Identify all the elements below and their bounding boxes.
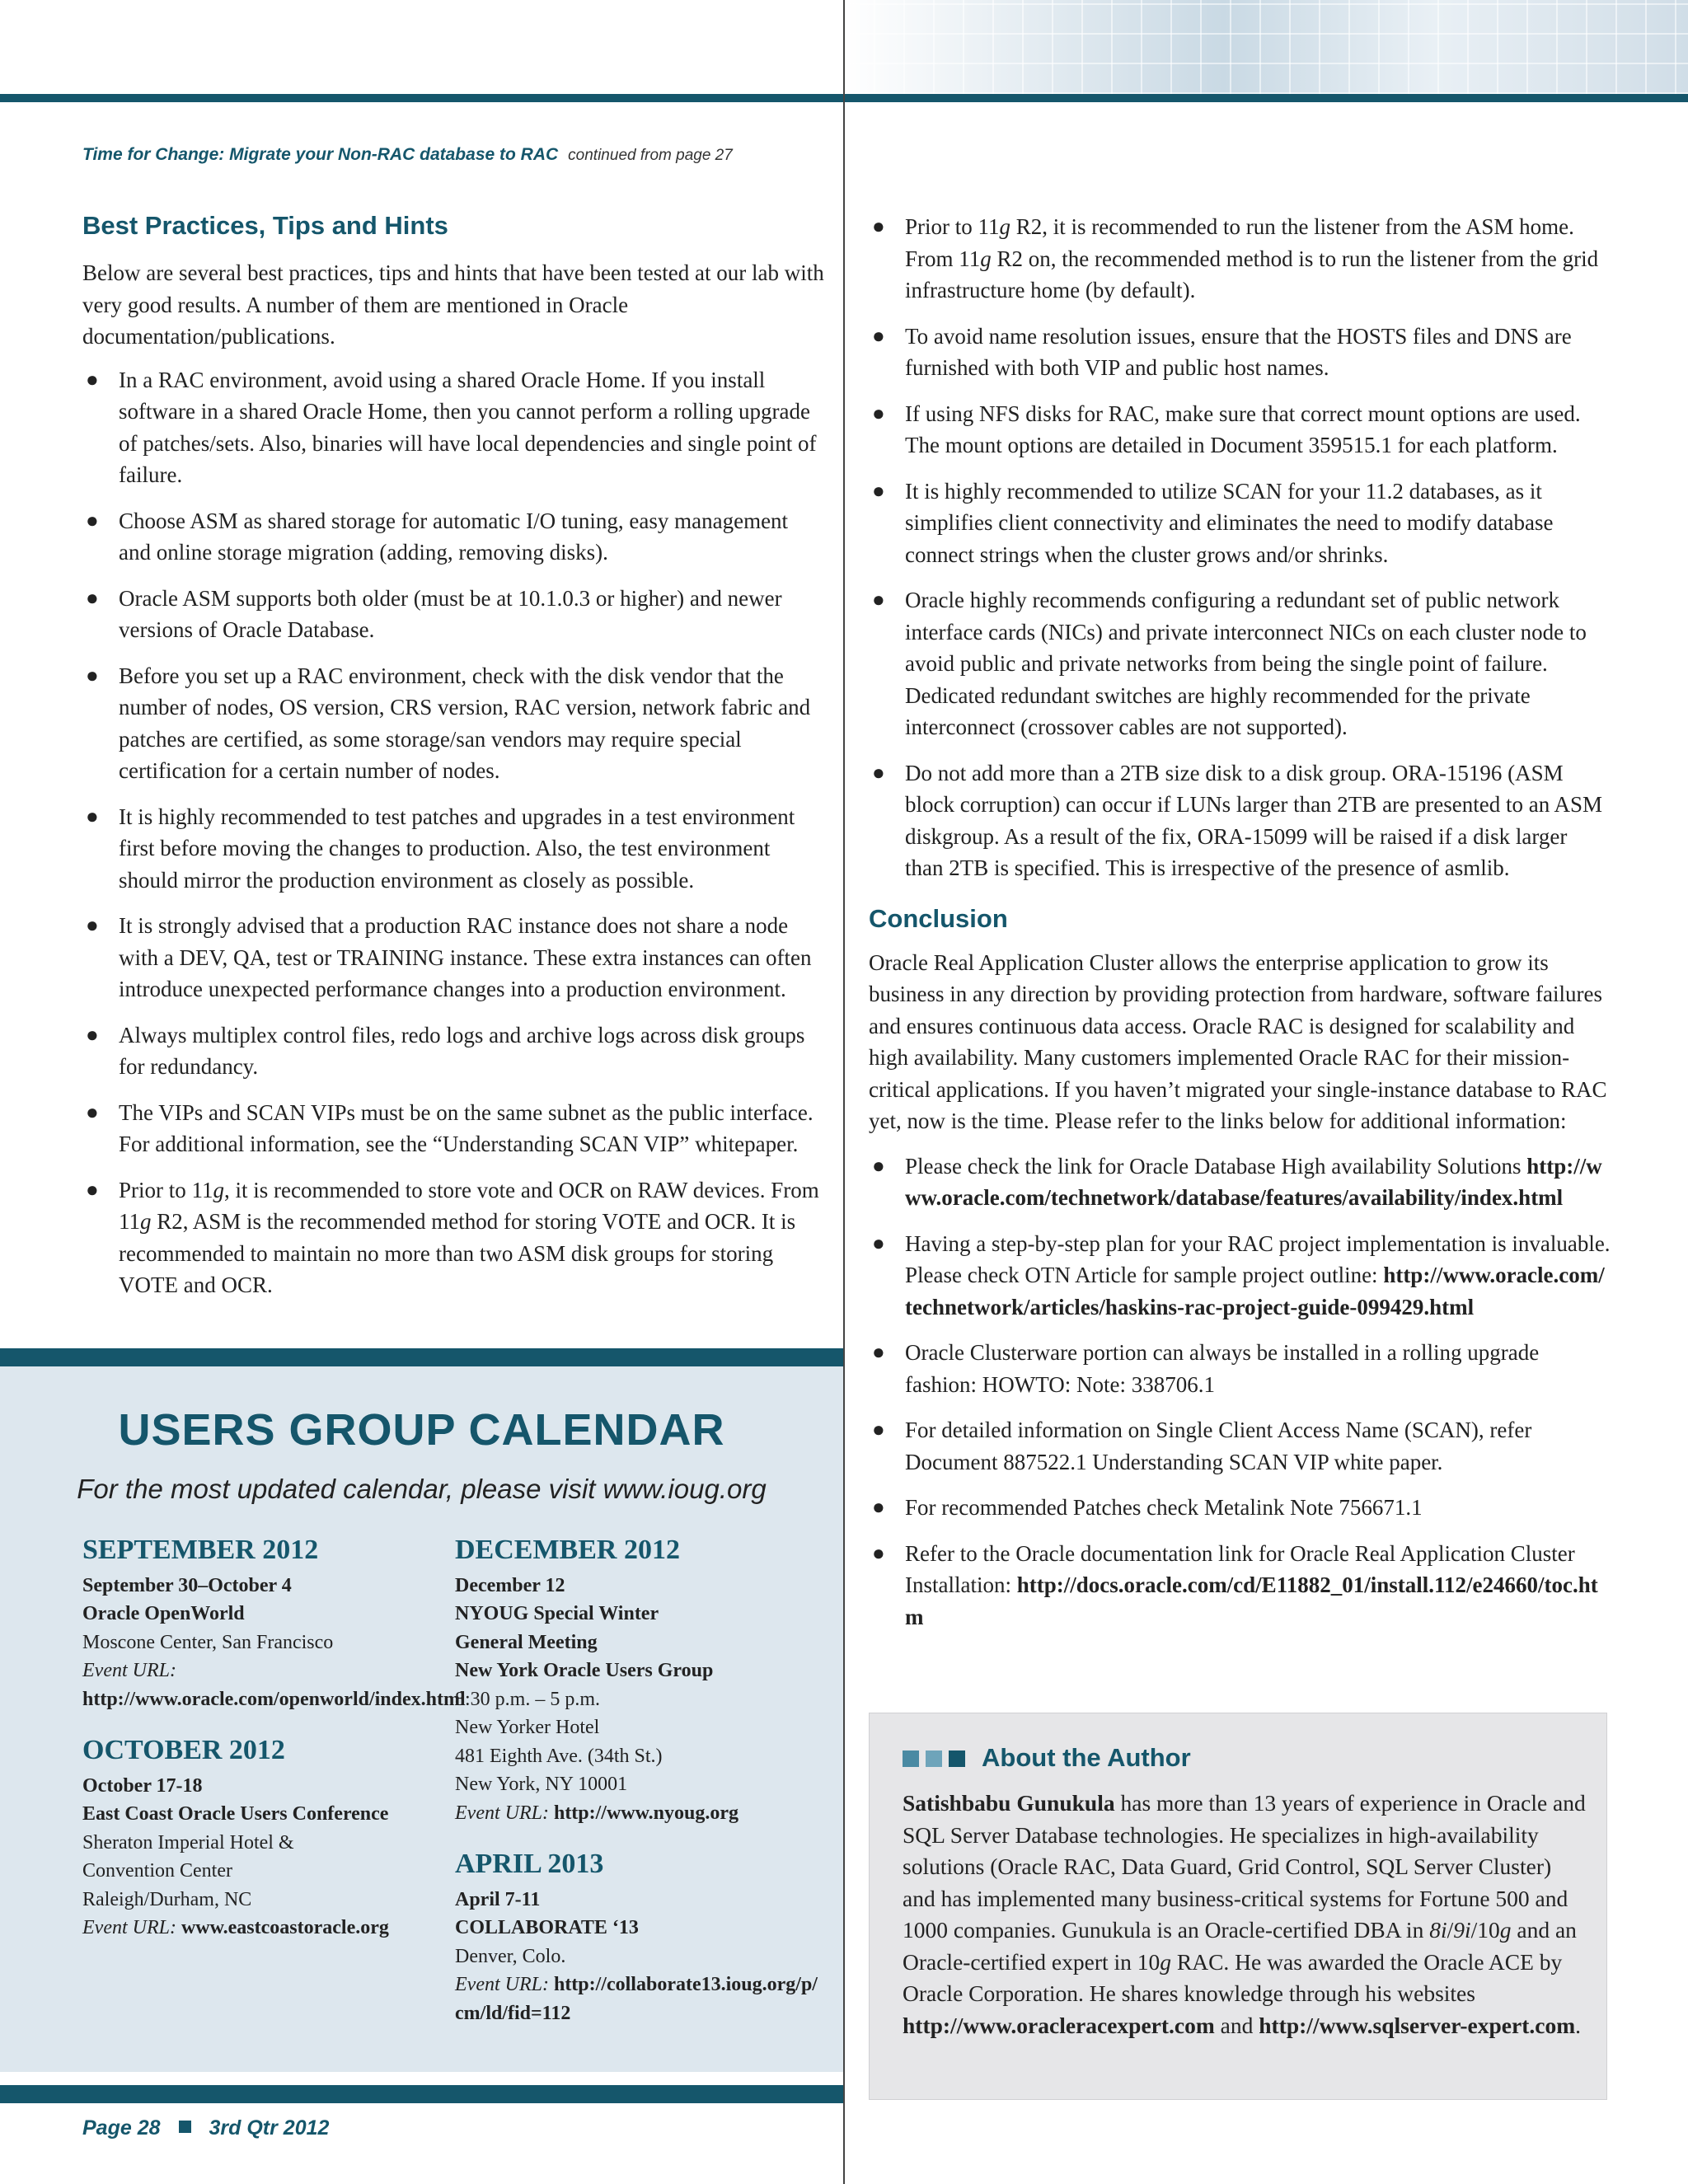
list-item: ● Always multiplex control files, redo logs and archive logs across disk groups for redundancy.	[82, 1019, 824, 1083]
running-head	[82, 145, 733, 165]
list-item: ● Please check the link for Oracle Database High availability Solutions http://www.oracle.com/technetwork/database/features/availability/index.html	[869, 1151, 1611, 1214]
event-name: NYOUG Special Winter	[455, 1603, 659, 1624]
calendar-column-left	[82, 1535, 466, 1943]
bullet-icon: ●	[86, 508, 99, 532]
list-item: ● Prior to 11g, it is recommended to store vote and OCR on RAW devices. From 11g R2, ASM is the recommended method for storing VOTE and OCR. It is recommended to maintain no more than two ASM disk groups for storing VOTE and OCR.	[82, 1174, 824, 1301]
calendar-subtitle: For the most updated calendar, please visit www.ioug.org	[77, 1474, 767, 1504]
bullet-icon: ●	[872, 1495, 885, 1519]
best-practices-list-right	[869, 321, 1611, 884]
right-column	[869, 211, 1611, 1647]
event-location: Convention Center	[82, 1860, 232, 1882]
list-item: ● For recommended Patches check Metalink Note 756671.1	[869, 1492, 1611, 1524]
bullet-icon: ●	[86, 804, 99, 828]
event-date: October 17-18	[82, 1774, 203, 1797]
list-item: ● Refer to the Oracle documentation link for Oracle Real Application Cluster Installation: http://docs.oracle.com/cd/E11882_01/install.112/e24660/toc.htm	[869, 1538, 1611, 1633]
author-website-link[interactable]: http://www.sqlserver-expert.com	[1259, 2012, 1576, 2038]
bullet-icon: ●	[86, 663, 99, 687]
list-item: ● Oracle Clusterware portion can always be installed in a rolling upgrade fashion: HOWTO: Note: 338706.1	[869, 1337, 1611, 1400]
event-location: 481 Eighth Ave. (34th St.)	[455, 1745, 663, 1767]
bullet-icon: ●	[86, 1099, 99, 1124]
square-icon	[179, 2121, 191, 2133]
list-item: ● It is strongly advised that a production RAC instance does not share a node with a DEV, QA, test or TRAINING instance. These extra instances can often introduce unexpected performance changes into a production environment.	[82, 910, 824, 1005]
column-divider	[843, 0, 845, 2184]
best-practices-list	[82, 364, 824, 1160]
list-item: ● Oracle highly recommends configuring a redundant set of public network interface cards (NICs) and private interconnect NICs on each cluster node to avoid public and private networks from being the single point of failure. Dedicated redundant switches are highly recommended for the private interconnect (crossover cables are not supported).	[869, 584, 1611, 743]
month-heading: DECEMBER 2012	[455, 1535, 680, 1565]
bullet-icon: ●	[872, 1230, 885, 1255]
page-number: Page 28	[82, 2116, 161, 2139]
bullet-icon: ●	[86, 1177, 99, 1202]
conclusion-heading: Conclusion	[869, 903, 1008, 933]
bullet-icon: ●	[872, 478, 885, 503]
calendar-top-rule	[0, 1348, 843, 1366]
bullet-icon: ●	[872, 401, 885, 425]
list-item: ● Do not add more than a 2TB size disk to a disk group. ORA-15196 (ASM block corruption) can occur if LUNs larger than 2TB are presented to an ASM diskgroup. As a result of the fix, ORA-15099 will be raised if a disk larger than 2TB is specified. This is irrespective of the presence of asmlib.	[869, 757, 1611, 884]
event-name: Oracle OpenWorld	[82, 1603, 245, 1624]
bullet-icon: ●	[86, 1022, 99, 1047]
bullet-icon: ●	[872, 588, 885, 612]
left-column	[82, 211, 824, 1315]
calendar-column-right	[455, 1536, 818, 2027]
bullet-icon: ●	[872, 1418, 885, 1441]
event-url: Event URL: www.eastcoastoracle.org	[82, 1917, 389, 1938]
bullet-icon: ●	[86, 367, 99, 391]
best-practices-list-last	[82, 1174, 824, 1301]
event-url: Event URL: http://www.oracle.com/openworld/index.html	[82, 1660, 466, 1710]
event-link[interactable]: www.eastcoastoracle.org	[181, 1917, 389, 1938]
bullet-icon: ●	[872, 760, 885, 785]
list-item: ● Choose ASM as shared storage for automatic I/O tuning, easy management and online storage migration (adding, removing disks).	[82, 505, 824, 569]
bullet-icon: ●	[872, 1340, 885, 1364]
event-url: Event URL: http://www.nyoug.org	[455, 1802, 738, 1824]
list-item: ● It is highly recommended to utilize SCAN for your 11.2 databases, as it simplifies client connectivity and eliminates the need to modify database connect strings when the cluster grows and/or shrinks.	[869, 476, 1611, 571]
event-url: Event URL: http://collaborate13.ioug.org/p/cm/ld/fid=112	[455, 1974, 818, 2024]
list-item: ● Prior to 11g R2, it is recommended to run the listener from the ASM home. From 11g R2 on, the recommended method is to run the listener from the grid infrastructure home (by default).	[869, 211, 1611, 307]
links-list	[869, 1151, 1611, 1633]
list-item: ● The VIPs and SCAN VIPs must be on the same subnet as the public interface. For additional information, see the “Understanding SCAN VIP” whitepaper.	[82, 1097, 824, 1160]
author-bio: Satishbabu Gunukula has more than 13 years of experience in Oracle and SQL Server Database technologies. He specializes in high-availability solutions (Oracle RAC, Data Guard, Grid Control, SQL Server Cluster) and has implemented many business-critical systems for Fortune 500 and 1000 companies. Gunukula is an Oracle-certified DBA in 8i/9i/10g and an Oracle-certified expert in 10g RAC. He was awarded the Oracle ACE by Oracle Corporation. He shares knowledge through his websites http://www.oracleracexpert.com and http://www.sqlserver-expert.com.	[903, 1790, 1586, 2038]
issue-label: 3rd Qtr 2012	[209, 2116, 330, 2139]
bullet-icon: ●	[86, 585, 99, 610]
list-item: ● To avoid name resolution issues, ensure that the HOSTS files and DNS are furnished with both VIP and public host names.	[869, 321, 1611, 384]
best-practices-heading: Best Practices, Tips and Hints	[82, 211, 448, 240]
author-name: Satishbabu Gunukula	[903, 1790, 1115, 1816]
bullet-icon: ●	[872, 214, 885, 238]
bullet-icon: ●	[872, 323, 885, 348]
list-item: ● It is highly recommended to test patches and upgrades in a test environment first before moving the changes to production. Also, the test environment should mirror the production environment as closely as possible.	[82, 801, 824, 897]
event-location: Moscone Center, San Francisco	[82, 1631, 334, 1653]
event-organizer: New York Oracle Users Group	[455, 1660, 714, 1681]
list-item: ● Oracle ASM supports both older (must be at 10.1.0.3 or higher) and newer versions of Oracle Database.	[82, 583, 824, 646]
event-location: Denver, Colo.	[455, 1945, 566, 1967]
month-heading: OCTOBER 2012	[82, 1735, 285, 1765]
month-heading: APRIL 2013	[455, 1849, 604, 1879]
event-name: COLLABORATE ‘13	[455, 1917, 639, 1938]
month-heading: SEPTEMBER 2012	[82, 1535, 319, 1565]
event-location: Raleigh/Durham, NC	[82, 1888, 252, 1910]
square-icon	[949, 1750, 965, 1767]
author-heading: About the Author	[903, 1743, 1191, 1773]
list-item: ● Having a step-by-step plan for your RAC project implementation is invaluable. Please check OTN Article for sample project outline: http://www.oracle.com/technetwork/articles/haskins-rac-project-guide-099429.html	[869, 1228, 1611, 1324]
calendar-bottom-rule	[0, 2085, 843, 2103]
continued-note: continued from page 27	[568, 147, 733, 164]
conclusion-text: Oracle Real Application Cluster allows the enterprise application to grow its business in any direction by providing protection from hardware, software failures and ensures continuous data access. Oracle RAC is designed for scalability and high availability. Many customers implemented Oracle RAC for their mission-critical applications. If you haven’t migrated your single-instance database to RAC yet, now is the time. Please refer to the links below for additional information:	[869, 949, 1607, 1133]
event-name: General Meeting	[455, 1631, 598, 1653]
users-group-calendar	[0, 1348, 843, 2072]
event-location: New Yorker Hotel	[455, 1717, 600, 1738]
best-practices-list-continued	[869, 211, 1611, 307]
link[interactable]: http://docs.oracle.com/cd/E11882_01/install.112/e24660/toc.htm	[905, 1572, 1598, 1629]
event-link[interactable]: http://collaborate13.ioug.org/p/cm/ld/fid=112	[455, 1974, 818, 2024]
bullet-icon: ●	[86, 913, 99, 937]
link[interactable]: http://www.oracle.com/technetwork/database/features/availability/index.html	[905, 1153, 1602, 1210]
page-footer	[82, 2116, 329, 2140]
square-icon	[926, 1750, 942, 1767]
event-name: East Coast Oracle Users Conference	[82, 1803, 389, 1825]
list-item: ● For detailed information on Single Client Access Name (SCAN), refer Document 887522.1 Understanding SCAN VIP white paper.	[869, 1414, 1611, 1478]
running-title: Time for Change: Migrate your Non-RAC database to RAC	[82, 145, 559, 164]
calendar-title: USERS GROUP CALENDAR	[118, 1405, 725, 1455]
link[interactable]: http://www.oracle.com/technetwork/articles/haskins-rac-project-guide-099429.html	[905, 1263, 1605, 1319]
event-location: Sheraton Imperial Hotel &	[82, 1831, 294, 1854]
event-link[interactable]: http://www.nyoug.org	[553, 1802, 738, 1824]
bullet-icon: ●	[872, 1153, 885, 1178]
square-icon	[903, 1750, 919, 1767]
about-the-author	[869, 1713, 1607, 2100]
author-website-link[interactable]: http://www.oracleracexpert.com	[903, 2012, 1215, 2038]
event-time: 8:30 p.m. – 5 p.m.	[455, 1688, 601, 1710]
list-item: ● In a RAC environment, avoid using a shared Oracle Home. If you install software in a shared Oracle Home, then you cannot perform a rolling upgrade of patches/sets. Also, binaries will have local dependencies and single point of failure.	[82, 364, 824, 491]
header-graphic	[844, 0, 1688, 94]
best-practices-intro: Below are several best practices, tips and hints that have been tested at our lab with very good results. A number of them are mentioned in Oracle documentation/publications.	[82, 260, 824, 349]
event-date: September 30–October 4	[82, 1574, 292, 1596]
event-date: April 7-11	[455, 1888, 541, 1910]
event-date: December 12	[455, 1574, 565, 1596]
list-item: ● If using NFS disks for RAC, make sure that correct mount options are used. The mount options are detailed in Document 359515.1 for each platform.	[869, 398, 1611, 462]
bullet-icon: ●	[872, 1540, 885, 1565]
event-link[interactable]: http://www.oracle.com/openworld/index.html	[82, 1688, 466, 1710]
list-item: ● Before you set up a RAC environment, check with the disk vendor that the number of nodes, OS version, CRS version, RAC version, network fabric and patches are certified, as some storage/san vendors may require special certification for a certain number of nodes.	[82, 660, 824, 787]
event-location: New York, NY 10001	[455, 1774, 628, 1795]
